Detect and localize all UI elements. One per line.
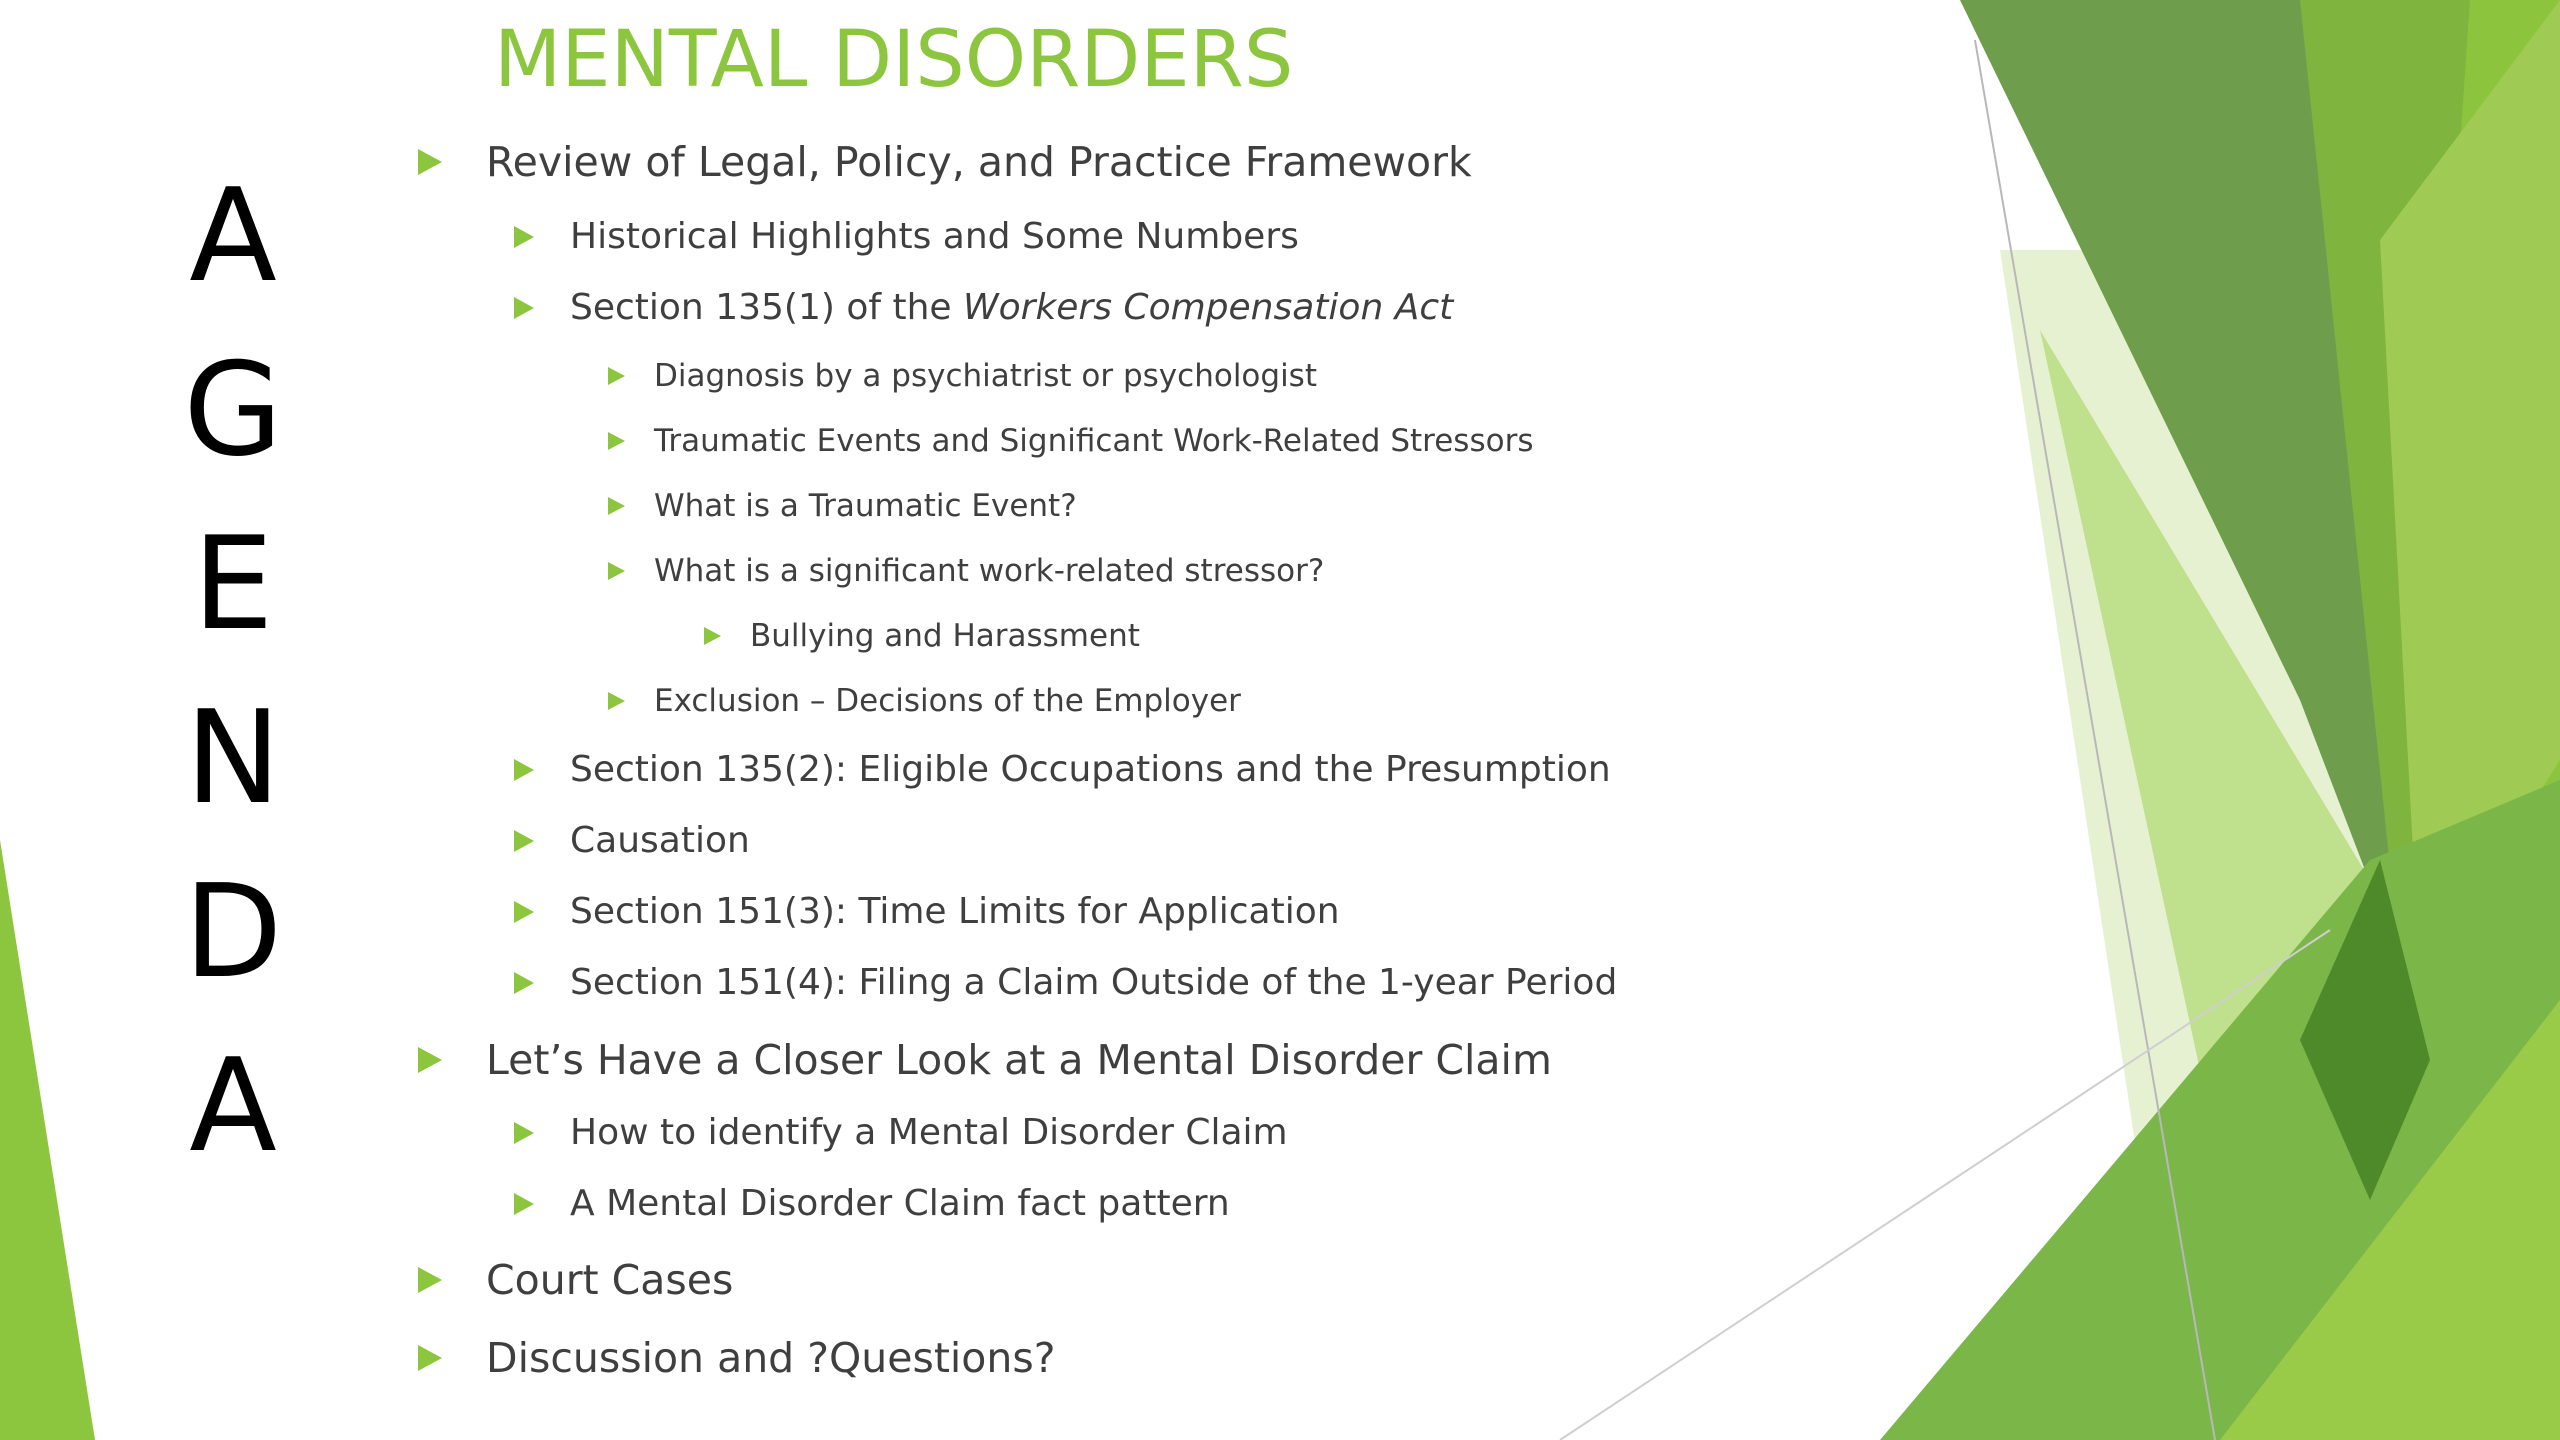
- triangle-right-bullet-icon: [418, 1345, 442, 1371]
- outline-item-what-traumatic: [654, 484, 1077, 528]
- outline-item-fact-pattern: [570, 1179, 1230, 1229]
- agenda-letter: A: [189, 1032, 277, 1181]
- triangle-right-bullet-icon: [418, 149, 442, 175]
- triangle-right-bullet-icon: [608, 562, 625, 580]
- outline-item-text: Section 151(4): Filing a Claim Outside of the 1-year Period: [570, 962, 1618, 1003]
- agenda-letter: A: [189, 162, 277, 311]
- outline-item-section-151-4: [570, 958, 1617, 1008]
- triangle-right-bullet-icon: [704, 627, 721, 645]
- outline-item-text: Causation: [570, 820, 750, 861]
- triangle-right-bullet-icon: [418, 1267, 442, 1293]
- outline-item-text: What is a Traumatic Event?: [654, 488, 1077, 524]
- outline-item-text: Section 135(2): Eligible Occupations and the Presumption: [570, 749, 1611, 790]
- outline-item-section-151-3: [570, 887, 1340, 937]
- outline-item-text: How to identify a Mental Disorder Claim: [570, 1112, 1288, 1153]
- outline-item-historical: [570, 212, 1299, 262]
- outline-item-bullying: [750, 614, 1140, 658]
- triangle-right-bullet-icon: [514, 1122, 534, 1144]
- outline-item-text: Let’s Have a Closer Look at a Mental Disorder Claim: [486, 1036, 1552, 1084]
- triangle-right-bullet-icon: [514, 297, 534, 319]
- triangle-right-bullet-icon: [418, 1047, 442, 1073]
- outline-item-identify: [570, 1108, 1288, 1158]
- outline-item-text: Diagnosis by a psychiatrist or psychologist: [654, 358, 1317, 394]
- agenda-letter: E: [192, 510, 274, 659]
- outline-item-text: Review of Legal, Policy, and Practice Framework: [486, 138, 1472, 186]
- outline-item-text: Court Cases: [486, 1256, 734, 1304]
- agenda-letter: N: [185, 684, 281, 833]
- outline-item-text: Bullying and Harassment: [750, 618, 1140, 654]
- triangle-right-bullet-icon: [514, 830, 534, 852]
- agenda-letter: D: [183, 858, 283, 1007]
- outline-item-section-135-1: [570, 283, 1453, 333]
- outline-item-text: Discussion and ?Questions?: [486, 1334, 1056, 1382]
- slide-title: MENTAL DISORDERS: [494, 15, 1294, 105]
- agenda-letter: G: [183, 336, 283, 485]
- outline-item-diagnosis: [654, 354, 1317, 398]
- outline-item-causation: [570, 816, 750, 866]
- triangle-right-bullet-icon: [608, 432, 625, 450]
- outline-item-text: Historical Highlights and Some Numbers: [570, 216, 1299, 257]
- outline-item-review: [486, 134, 1472, 190]
- outline-item-discussion: [486, 1330, 1056, 1386]
- outline-item-text: Exclusion – Decisions of the Employer: [654, 683, 1241, 719]
- outline-item-what-stressor: [654, 549, 1324, 593]
- triangle-right-bullet-icon: [514, 1193, 534, 1215]
- triangle-right-bullet-icon: [514, 759, 534, 781]
- outline-item-traumatic-events: [654, 419, 1533, 463]
- triangle-right-bullet-icon: [608, 497, 625, 515]
- triangle-right-bullet-icon: [608, 692, 625, 710]
- triangle-right-bullet-icon: [514, 901, 534, 923]
- outline-item-text: Traumatic Events and Significant Work-Related Stressors: [654, 423, 1534, 459]
- triangle-right-bullet-icon: [514, 972, 534, 994]
- outline-item-court-cases: [486, 1252, 733, 1308]
- outline-item-text: A Mental Disorder Claim fact pattern: [570, 1183, 1230, 1224]
- triangle-right-bullet-icon: [514, 226, 534, 248]
- outline-item-closer-look: [486, 1032, 1552, 1088]
- outline-item-exclusion: [654, 679, 1241, 723]
- act-name-italic: Workers Compensation Act: [963, 287, 1454, 328]
- outline-item-text: Section 135(1) of the: [570, 287, 964, 328]
- outline-item-section-135-2: [570, 745, 1611, 795]
- outline-item-text: Section 151(3): Time Limits for Application: [570, 891, 1340, 932]
- outline-item-text: What is a significant work-related stressor?: [654, 553, 1325, 589]
- triangle-right-bullet-icon: [608, 367, 625, 385]
